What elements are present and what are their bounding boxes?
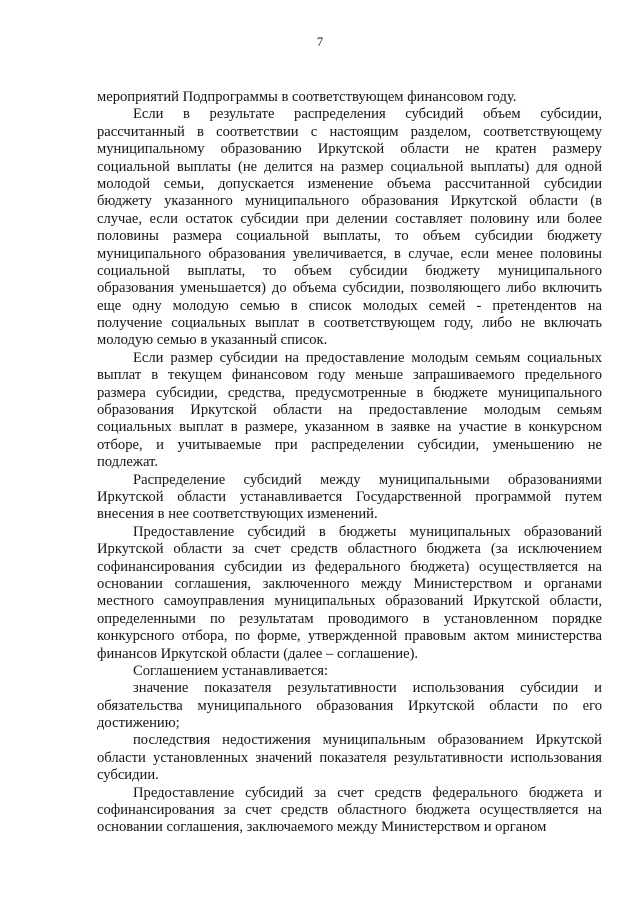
text-line: значение показателя результативности использования субсидии и [133, 680, 602, 697]
text-line: муниципального образования увеличивается, в случае, если менее половины [97, 245, 602, 262]
text-line: внесения в нее соответствующих изменений. [97, 506, 378, 523]
document-body [97, 89, 602, 837]
text-line: Распределение субсидий между муниципальными образованиями [133, 471, 602, 488]
text-line: муниципальному образованию Иркутской области не кратен размеру [97, 141, 602, 158]
text-line: получение социальных выплат в соответствующем году, либо не включать [97, 315, 602, 332]
text-line: молодую семью в указанный список. [97, 332, 328, 349]
text-line: образования Иркутской области на предоставление молодым семьям [97, 402, 602, 419]
paragraph [97, 524, 602, 663]
paragraph [97, 89, 602, 106]
text-line: конкурсного отбора, по форме, утвержденной правовым актом министерства [97, 628, 602, 645]
text-line: основании соглашения, заключенного между Министерством и органами [97, 575, 602, 592]
text-line: мероприятий Подпрограммы в соответствующем финансовом году. [97, 89, 517, 105]
text-line: Если в результате распределения субсидий объем субсидии, [133, 106, 602, 123]
text-line: местного самоуправления муниципальных образований Иркутской области, [97, 593, 602, 610]
paragraph [97, 663, 602, 680]
page-number: 7 [316, 35, 324, 49]
text-line: финансов Иркутской области (далее – соглашение). [97, 645, 419, 662]
paragraph [97, 785, 602, 837]
text-line: Соглашением устанавливается: [133, 662, 329, 679]
text-line: Предоставление субсидий в бюджеты муниципальных образований [133, 523, 602, 540]
text-line: социальной выплаты (не делится на размер социальной выплаты) для одной [97, 158, 602, 175]
paragraph [97, 350, 602, 472]
text-line: бюджету указанного муниципального образования Иркутской области (в [97, 193, 602, 210]
paragraph [97, 680, 602, 732]
text-line: обязательства муниципального образования Иркутской области по его [97, 697, 602, 714]
text-line: отборе, и учитываемые при распределении субсидии, уменьшению не [97, 436, 602, 453]
text-line: Предоставление субсидий за счет средств федерального бюджета и [133, 784, 602, 801]
text-line: случае, если остаток субсидии при делении составляет половину или более [97, 210, 602, 227]
text-line: образования уменьшается) до объема субсидии, позволяющего либо включить [97, 280, 602, 297]
text-line: софинансирования за счет средств областного бюджета осуществляется на [97, 802, 602, 819]
text-line: рассчитанный в соответствии с настоящим разделом, соответствующему [97, 123, 602, 140]
text-line: основании соглашения, заключаемого между Министерством и органом [97, 819, 547, 836]
text-line: субсидии. [97, 767, 159, 784]
text-line: подлежат. [97, 454, 158, 471]
paragraph [97, 472, 602, 524]
text-line: последствия недостижения муниципальным образованием Иркутской [133, 732, 602, 749]
paragraph [97, 732, 602, 784]
text-line: социальных выплат в размере, указанном в заявке на участие в конкурсном [97, 419, 602, 436]
text-line: еще одну молодую семью в список молодых семей - претендентов на [97, 297, 602, 314]
text-line: социальной выплаты, то объем субсидии бюджету муниципального [97, 262, 602, 279]
text-line: Иркутской области за счет средств областного бюджета (за исключением [97, 541, 602, 558]
text-line: половины размера социальной выплаты, то объем субсидии бюджету [97, 228, 602, 245]
text-line: области установленных значений показателя результативности использования [97, 749, 602, 766]
paragraph [97, 106, 602, 349]
text-line: софинансирования субсидии из федерального бюджета) осуществляется на [97, 558, 602, 575]
text-line: Если размер субсидии на предоставление молодым семьям социальных [133, 349, 602, 366]
text-line: молодой семьи, допускается изменение объема рассчитанной субсидии [97, 175, 602, 192]
text-line: достижению; [97, 715, 180, 732]
text-line: Иркутской области устанавливается Государственной программой путем [97, 488, 602, 505]
text-line: размера субсидии, средства, предусмотренные в бюджете муниципального [97, 384, 602, 401]
text-line: определенными по результатам проводимого в установленном порядке [97, 610, 602, 627]
text-line: выплат в текущем финансовом году меньше запрашиваемого предельного [97, 367, 602, 384]
